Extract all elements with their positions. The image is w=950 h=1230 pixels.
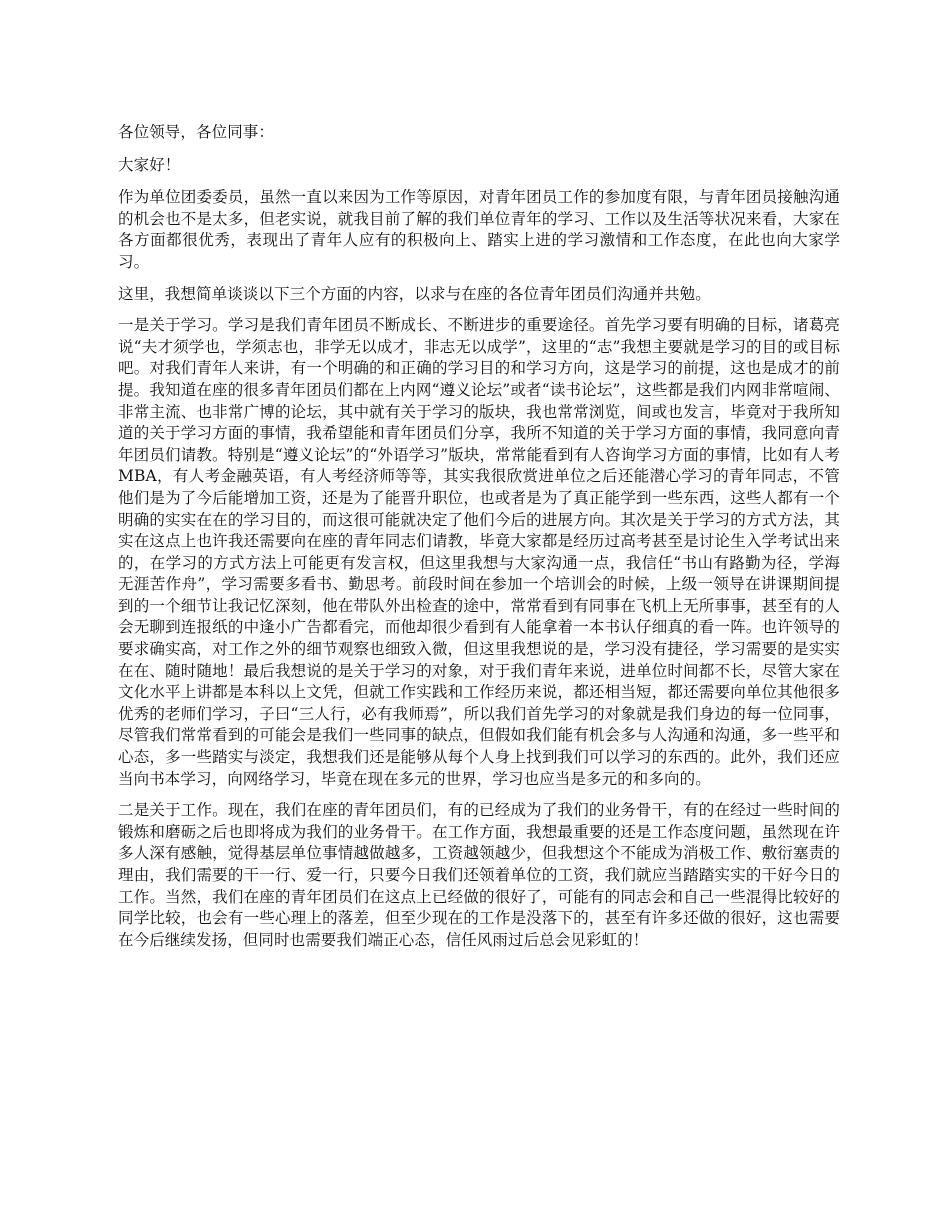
paragraph-work: 二是关于工作。现在，我们在座的青年团员们，有的已经成为了我们的业务骨干，有的在经过一些时间的锻炼和磨砺之后也即将成为我们的业务骨干。在工作方面，我想最重要的还是工作态度问题，虽然现在许多人深有感触，觉得基层单位事情越做越多，工资越领越少，但我想这个不能成为消极工作、敷衍塞责的理由，我们需要的干一行、爱一行，只要今日我们还领着单位的工资，我们就应当踏踏实实的干好今日的工作。当然，我们在座的青年团员们在这点上已经做的很好了，可能有的同志会和自己一些混得比较好的同学比较，也会有一些心理上的落差，但至少现在的工作是没落下的，甚至有许多还做的很好，这也需要在今后继续发扬，但同时也需要我们端正心态，信任风雨过后总会见彩虹的！ (118, 801, 840, 949)
salutation: 各位领导，各位同事： (118, 123, 275, 141)
document-body (118, 122, 840, 961)
greeting: 大家好！ (118, 155, 181, 174)
paragraph-intro: 作为单位团委委员，虽然一直以来因为工作等原因，对青年团员工作的参加度有限，与青年团员接触沟通的机会也不是太多，但老实说，就我目前了解的我们单位青年的学习、工作以及生活等状况来看，大家在各方面都很优秀，表现出了青年人应有的积极向上、踏实上进的学习激情和工作态度，在此也向大家学习。 (118, 188, 840, 271)
paragraph-study: 一是关于学习。学习是我们青年团员不断成长、不断进步的重要途径。首先学习要有明确的目标，诸葛亮说“夫才须学也，学须志也，非学无以成才，非志无以成学”，这里的“志”我想主要就是学习的目的或目标吧。对我们青年人来讲，有一个明确的和正确的学习目的和学习方向，这是学习的前提，这也是成才的前提。我知道在座的很多青年团员们都在上内网“遵义论坛”或者“读书论坛”，这些都是我们内网非常喧闹、非常主流、也非常广博的论坛，其中就有关于学习的版块，我也常常浏览，间或也发言，毕竟对于我所知道的关于学习方面的事情，我希望能和青年团员们分享，我所不知道的关于学习方面的事情，我同意向青年团员们请教。特别是“遵义论坛”的“外语学习”版块，常常能看到有人咨询学习方面的事情，比如有人考MBA，有人考金融英语，有人考经济师等等，其实我很欣赏进单位之后还能潜心学习的青年同志，不管他们是为了今后能增加工资，还是为了能晋升职位，也或者是为了真正能学到一些东西，这些人都有一个明确的实实在在的学习目的，而这很可能就决定了他们今后的进展方向。其次是关于学习的方式方法，其实在这点上也许我还需要向在座的青年同志们请教，毕竟大家都是经历过高考甚至是讨论生入学考试出来的，在学习的方式方法上可能更有发言权，但这里我想与大家沟通一点，我信任“书山有路勤为径，学海无涯苦作舟”，学习需要多看书、勤思考。前段时间在参加一个培训会的时候，上级一领导在讲课期间提到的一个细节让我记忆深刻，他在带队外出检查的途中，常常看到有同事在飞机上无所事事，甚至有的人会无聊到连报纸的中逢小广告都看完，而他却很少看到有人能拿着一本书认仔细真的看一阵。也许领导的要求确实高，对工作之外的细节观察也细致入微，但这里我想说的是，学习没有捷径，学习需要的是实实在在、随时随地！最后我想说的是关于学习的对象，对于我们青年来说，进单位时间都不长，尽管大家在文化水平上讲都是本科以上文凭，但就工作实践和工作经历来说，都还相当短，都还需要向单位其他很多优秀的老师们学习，子曰“三人行，必有我师焉”，所以我们首先学习的对象就是我们身边的每一位同事，尽管我们常常看到的可能会是我们一些同事的缺点，但假如我们能有机会多与人沟通和沟通，多一些平和心态，多一些踏实与淡定，我想我们还是能够从每个人身上找到我们可以学习的东西的。此外，我们还应当向书本学习，向网络学习，毕竟在现在多元的世界，学习也应当是多元的和多向的。 (118, 316, 840, 788)
paragraph-outline: 这里，我想简单谈谈以下三个方面的内容，以求与在座的各位青年团员们沟通并共勉。 (118, 284, 711, 303)
